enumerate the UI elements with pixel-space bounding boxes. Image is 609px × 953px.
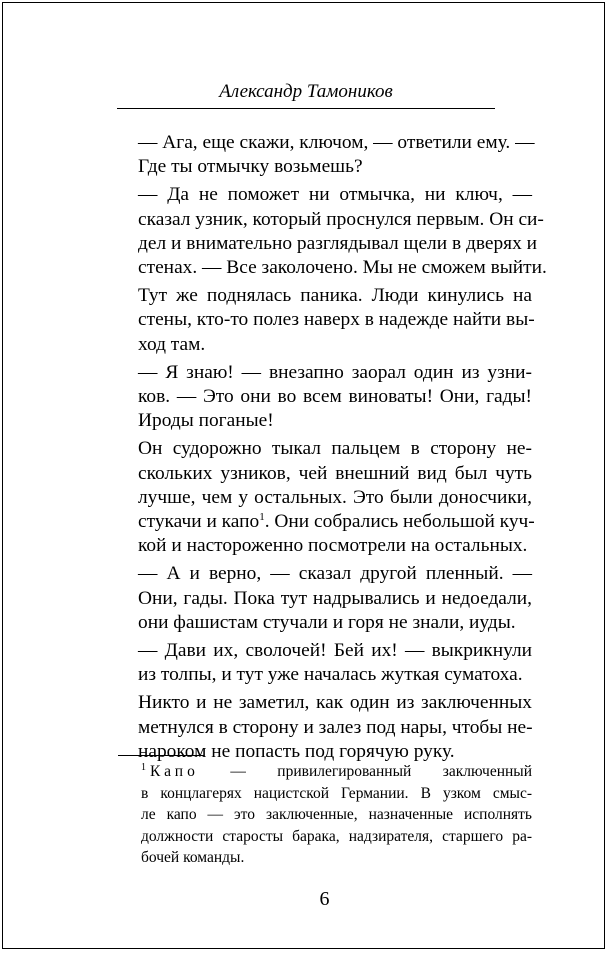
paragraph bbox=[117, 183, 547, 280]
text-line: ков. — Это они во всем виноваты! Они, гады! bbox=[138, 386, 532, 408]
paragraph bbox=[117, 437, 535, 558]
running-header: Александр Тамоников bbox=[219, 81, 393, 102]
text-line: они фашистам стучали и горя не знали, иуды. bbox=[138, 611, 516, 633]
text-line: — Ага, еще скажи, ключом, — ответили ему. — bbox=[138, 132, 535, 153]
text-line: Они, гады. Пока тут надрывались и недоедали, bbox=[138, 587, 532, 609]
footnote-term: Капо bbox=[150, 763, 199, 780]
text-line: лучше, чем у остальных. Это были доносчики, bbox=[138, 486, 532, 508]
text-line: — Да не поможет ни отмычка, ни ключ, — bbox=[138, 184, 532, 206]
text-line: Никто и не заметил, как один из заключенных bbox=[138, 692, 532, 714]
page-number: 6 bbox=[319, 888, 330, 910]
book-page bbox=[2, 2, 605, 949]
paragraph bbox=[117, 639, 532, 687]
text-line: ход там. bbox=[138, 333, 206, 355]
text-line bbox=[117, 510, 535, 534]
text-line: Он судорожно тыкал пальцем в сторону не- bbox=[138, 438, 532, 460]
text-fragment: . Они собрались небольшой куч- bbox=[264, 511, 535, 533]
body-text bbox=[117, 131, 547, 764]
paragraph bbox=[117, 131, 535, 179]
text-line: стены, кто-то полез наверх в надежде найти вы- bbox=[138, 309, 535, 331]
text-line: должности старосты барака, надзирателя, старшего ра- bbox=[141, 827, 532, 845]
paragraph bbox=[117, 691, 532, 764]
text-line: бочей команды. bbox=[141, 849, 245, 866]
text-line: метнулся в сторону и залез под нары, чтобы не- bbox=[138, 716, 533, 738]
text-line: из толпы, и тут уже началась жуткая суматоха. bbox=[138, 664, 523, 686]
text-line: — А и верно, — сказал другой пленный. — bbox=[138, 563, 532, 585]
text-line: дел и внимательно разглядывал щели в дверях и bbox=[138, 232, 538, 254]
text-line: стенах. — Все заколочено. Мы не сможем выйти. bbox=[138, 257, 547, 279]
text-line: скольких узников, чей внешний вид был чуть bbox=[138, 462, 532, 484]
footnote-mark: 1 bbox=[141, 762, 146, 773]
paragraph bbox=[117, 284, 535, 357]
text-fragment: стукачи и капо bbox=[138, 511, 260, 533]
text-line: Где ты отмычку возьмешь? bbox=[138, 156, 363, 178]
text-line: ле капо — это заключенные, назначенные исполнять bbox=[141, 806, 532, 823]
text-line: нароком не попасть под горячую руку. bbox=[138, 740, 455, 762]
header-rule bbox=[117, 108, 495, 109]
text-line: Тут же поднялась паника. Люди кинулись на bbox=[138, 285, 532, 307]
text-line: — Дави их, сволочей! Бей их! — выкрикнули bbox=[138, 640, 532, 662]
footnote-reference[interactable]: 1 bbox=[259, 511, 265, 524]
footnote-paragraph bbox=[118, 761, 532, 869]
text-line: Ироды поганые! bbox=[138, 410, 274, 432]
text-fragment: — привилегированный заключенный bbox=[198, 763, 532, 780]
paragraph bbox=[117, 361, 532, 434]
text-line bbox=[118, 761, 532, 783]
footnote bbox=[118, 761, 532, 869]
text-line: в концлагерях нацистской Германии. В узком смыс- bbox=[141, 784, 532, 802]
paragraph bbox=[117, 562, 532, 635]
text-line: кой и настороженно посмотрели на остальных. bbox=[138, 535, 528, 557]
text-line: — Я знаю! — внезапно заорал один из узни- bbox=[138, 361, 532, 383]
text-line: сказал узник, который проснулся первым. Он си- bbox=[138, 208, 544, 230]
footnote-rule bbox=[118, 755, 204, 756]
